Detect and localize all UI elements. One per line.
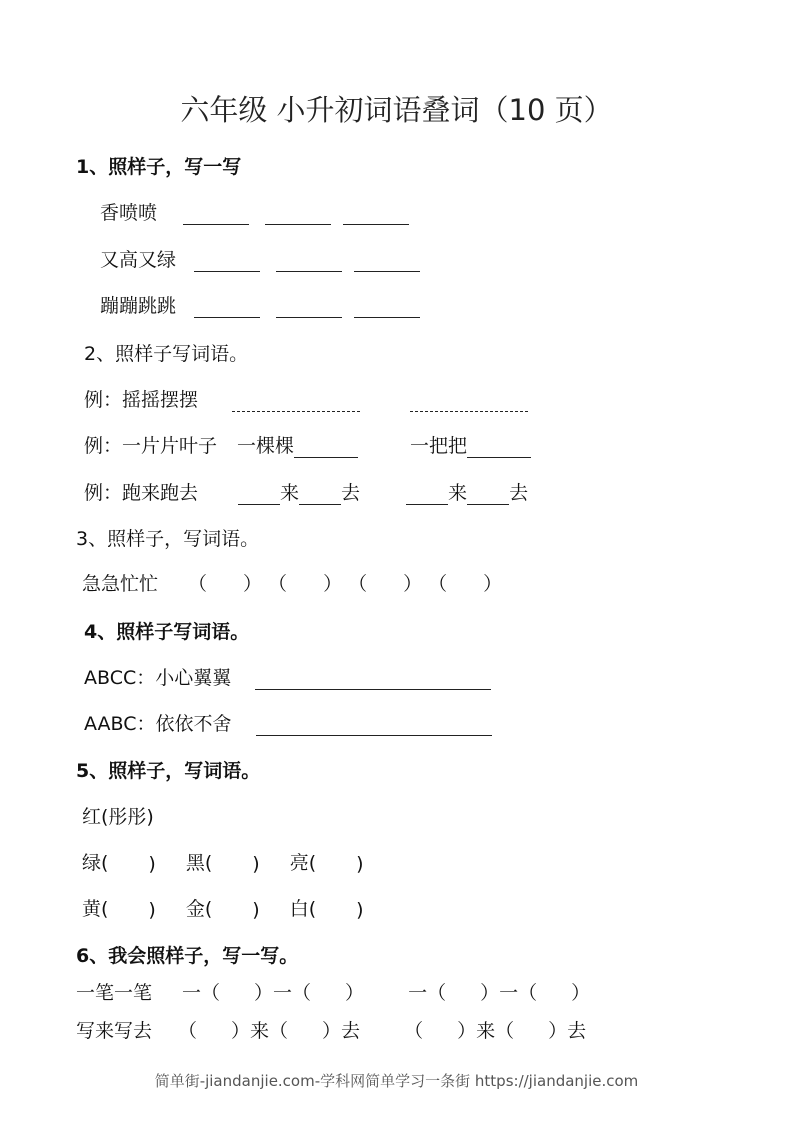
row-label: 例：跑来跑去	[84, 482, 199, 504]
paren-close: ）	[323, 573, 343, 595]
row-label: 急急忙忙	[82, 573, 159, 595]
row-label: 一笔一笔	[76, 982, 153, 1004]
prompt-text: ）来（	[457, 1020, 515, 1042]
footer-watermark: 简单街-jiandanjie.com-学科网简单学习一条街 https://jiandanjie.com	[154, 1072, 639, 1090]
row-label: 蹦蹦跳跳	[100, 295, 177, 317]
paren-close: ）	[345, 982, 365, 1004]
paren-open: （	[268, 573, 288, 595]
section-3-row-1	[82, 569, 502, 596]
row-label: AABC：依依不舍	[84, 713, 232, 735]
row-label: 香喷喷	[100, 202, 158, 224]
section-3-heading: 3、照样子，写词语。	[76, 528, 260, 550]
prompt-text: 亮(	[289, 852, 317, 874]
row-label: ABCC：小心翼翼	[84, 667, 232, 689]
prompt-text: 黑(	[185, 852, 213, 874]
prompt-text: ）一（	[480, 982, 538, 1004]
answer-blank[interactable]	[467, 439, 531, 458]
section-6-row-2	[76, 1016, 586, 1043]
prompt-text: 绿(	[82, 852, 109, 874]
section-5-row-1	[82, 848, 364, 875]
answer-blank[interactable]	[294, 439, 358, 458]
answer-blank[interactable]	[467, 486, 509, 505]
answer-blank[interactable]	[256, 717, 492, 736]
prompt-text: 白(	[289, 898, 317, 920]
answer-blank[interactable]	[276, 299, 342, 318]
section-1-row-1	[100, 198, 409, 225]
answer-blank[interactable]	[354, 299, 420, 318]
prompt-text: 一（	[182, 982, 221, 1004]
answer-blank[interactable]	[194, 299, 260, 318]
prompt-text: 来	[280, 482, 300, 504]
section-5-heading: 5、照样子，写词语。	[76, 760, 261, 782]
answer-blank[interactable]	[265, 206, 331, 225]
paren-close: ）	[403, 573, 423, 595]
paren-close: )	[252, 853, 260, 875]
prompt-text: 一棵棵	[237, 435, 295, 457]
paren-close: ）	[483, 573, 503, 595]
answer-blank[interactable]	[410, 393, 528, 412]
section-5-row-2	[82, 894, 364, 921]
section-2-row-3	[84, 478, 528, 505]
prompt-text: ）去	[322, 1020, 361, 1042]
section-4-heading: 4、照样子写词语。	[84, 621, 250, 643]
paren-open: （	[348, 573, 368, 595]
paren-open: （	[178, 1020, 198, 1042]
paren-close: ）	[243, 573, 263, 595]
row-label: 写来写去	[76, 1020, 153, 1042]
prompt-text: ）去	[548, 1020, 587, 1042]
paren-close: )	[356, 853, 364, 875]
row-label: 例：摇摇摆摆	[84, 389, 199, 411]
section-6-row-1	[76, 978, 590, 1005]
section-2-heading: 2、照样子写词语。	[84, 343, 249, 365]
prompt-text: 来	[448, 482, 468, 504]
answer-blank[interactable]	[232, 393, 360, 412]
prompt-text: 去	[341, 482, 361, 504]
paren-close: ）	[571, 982, 591, 1004]
answer-blank[interactable]	[194, 253, 260, 272]
section-1-heading: 1、照样子，写一写	[76, 156, 242, 178]
paren-close: )	[356, 899, 364, 921]
paren-open: （	[428, 573, 448, 595]
section-2-row-1	[84, 385, 528, 412]
answer-blank[interactable]	[406, 486, 448, 505]
prompt-text: 一把把	[410, 435, 468, 457]
answer-blank[interactable]	[299, 486, 341, 505]
answer-blank[interactable]	[276, 253, 342, 272]
paren-open: （	[404, 1020, 424, 1042]
answer-blank[interactable]	[255, 671, 491, 690]
prompt-text: 金(	[185, 898, 213, 920]
row-label: 又高又绿	[100, 249, 177, 271]
page-title: 六年级 小升初词语叠词（10 页）	[180, 93, 613, 127]
section-4-row-1	[84, 663, 491, 690]
answer-blank[interactable]	[343, 206, 409, 225]
section-5-example: 红(彤彤)	[82, 806, 154, 828]
prompt-text: 黄(	[82, 898, 109, 920]
section-2-row-2	[84, 431, 531, 458]
answer-blank[interactable]	[183, 206, 249, 225]
section-1-row-3	[100, 291, 420, 318]
row-label: 例：一片片叶子	[84, 435, 218, 457]
prompt-text: 一（	[408, 982, 447, 1004]
paren-close: )	[148, 853, 156, 875]
paren-close: )	[148, 899, 156, 921]
answer-blank[interactable]	[238, 486, 280, 505]
prompt-text: 去	[509, 482, 529, 504]
prompt-text: ）来（	[231, 1020, 289, 1042]
section-6-heading: 6、我会照样子，写一写。	[76, 945, 299, 967]
answer-blank[interactable]	[354, 253, 420, 272]
section-4-row-2	[84, 709, 492, 736]
paren-close: )	[252, 899, 260, 921]
paren-open: （	[188, 573, 208, 595]
prompt-text: ）一（	[254, 982, 312, 1004]
section-1-row-2	[100, 245, 420, 272]
